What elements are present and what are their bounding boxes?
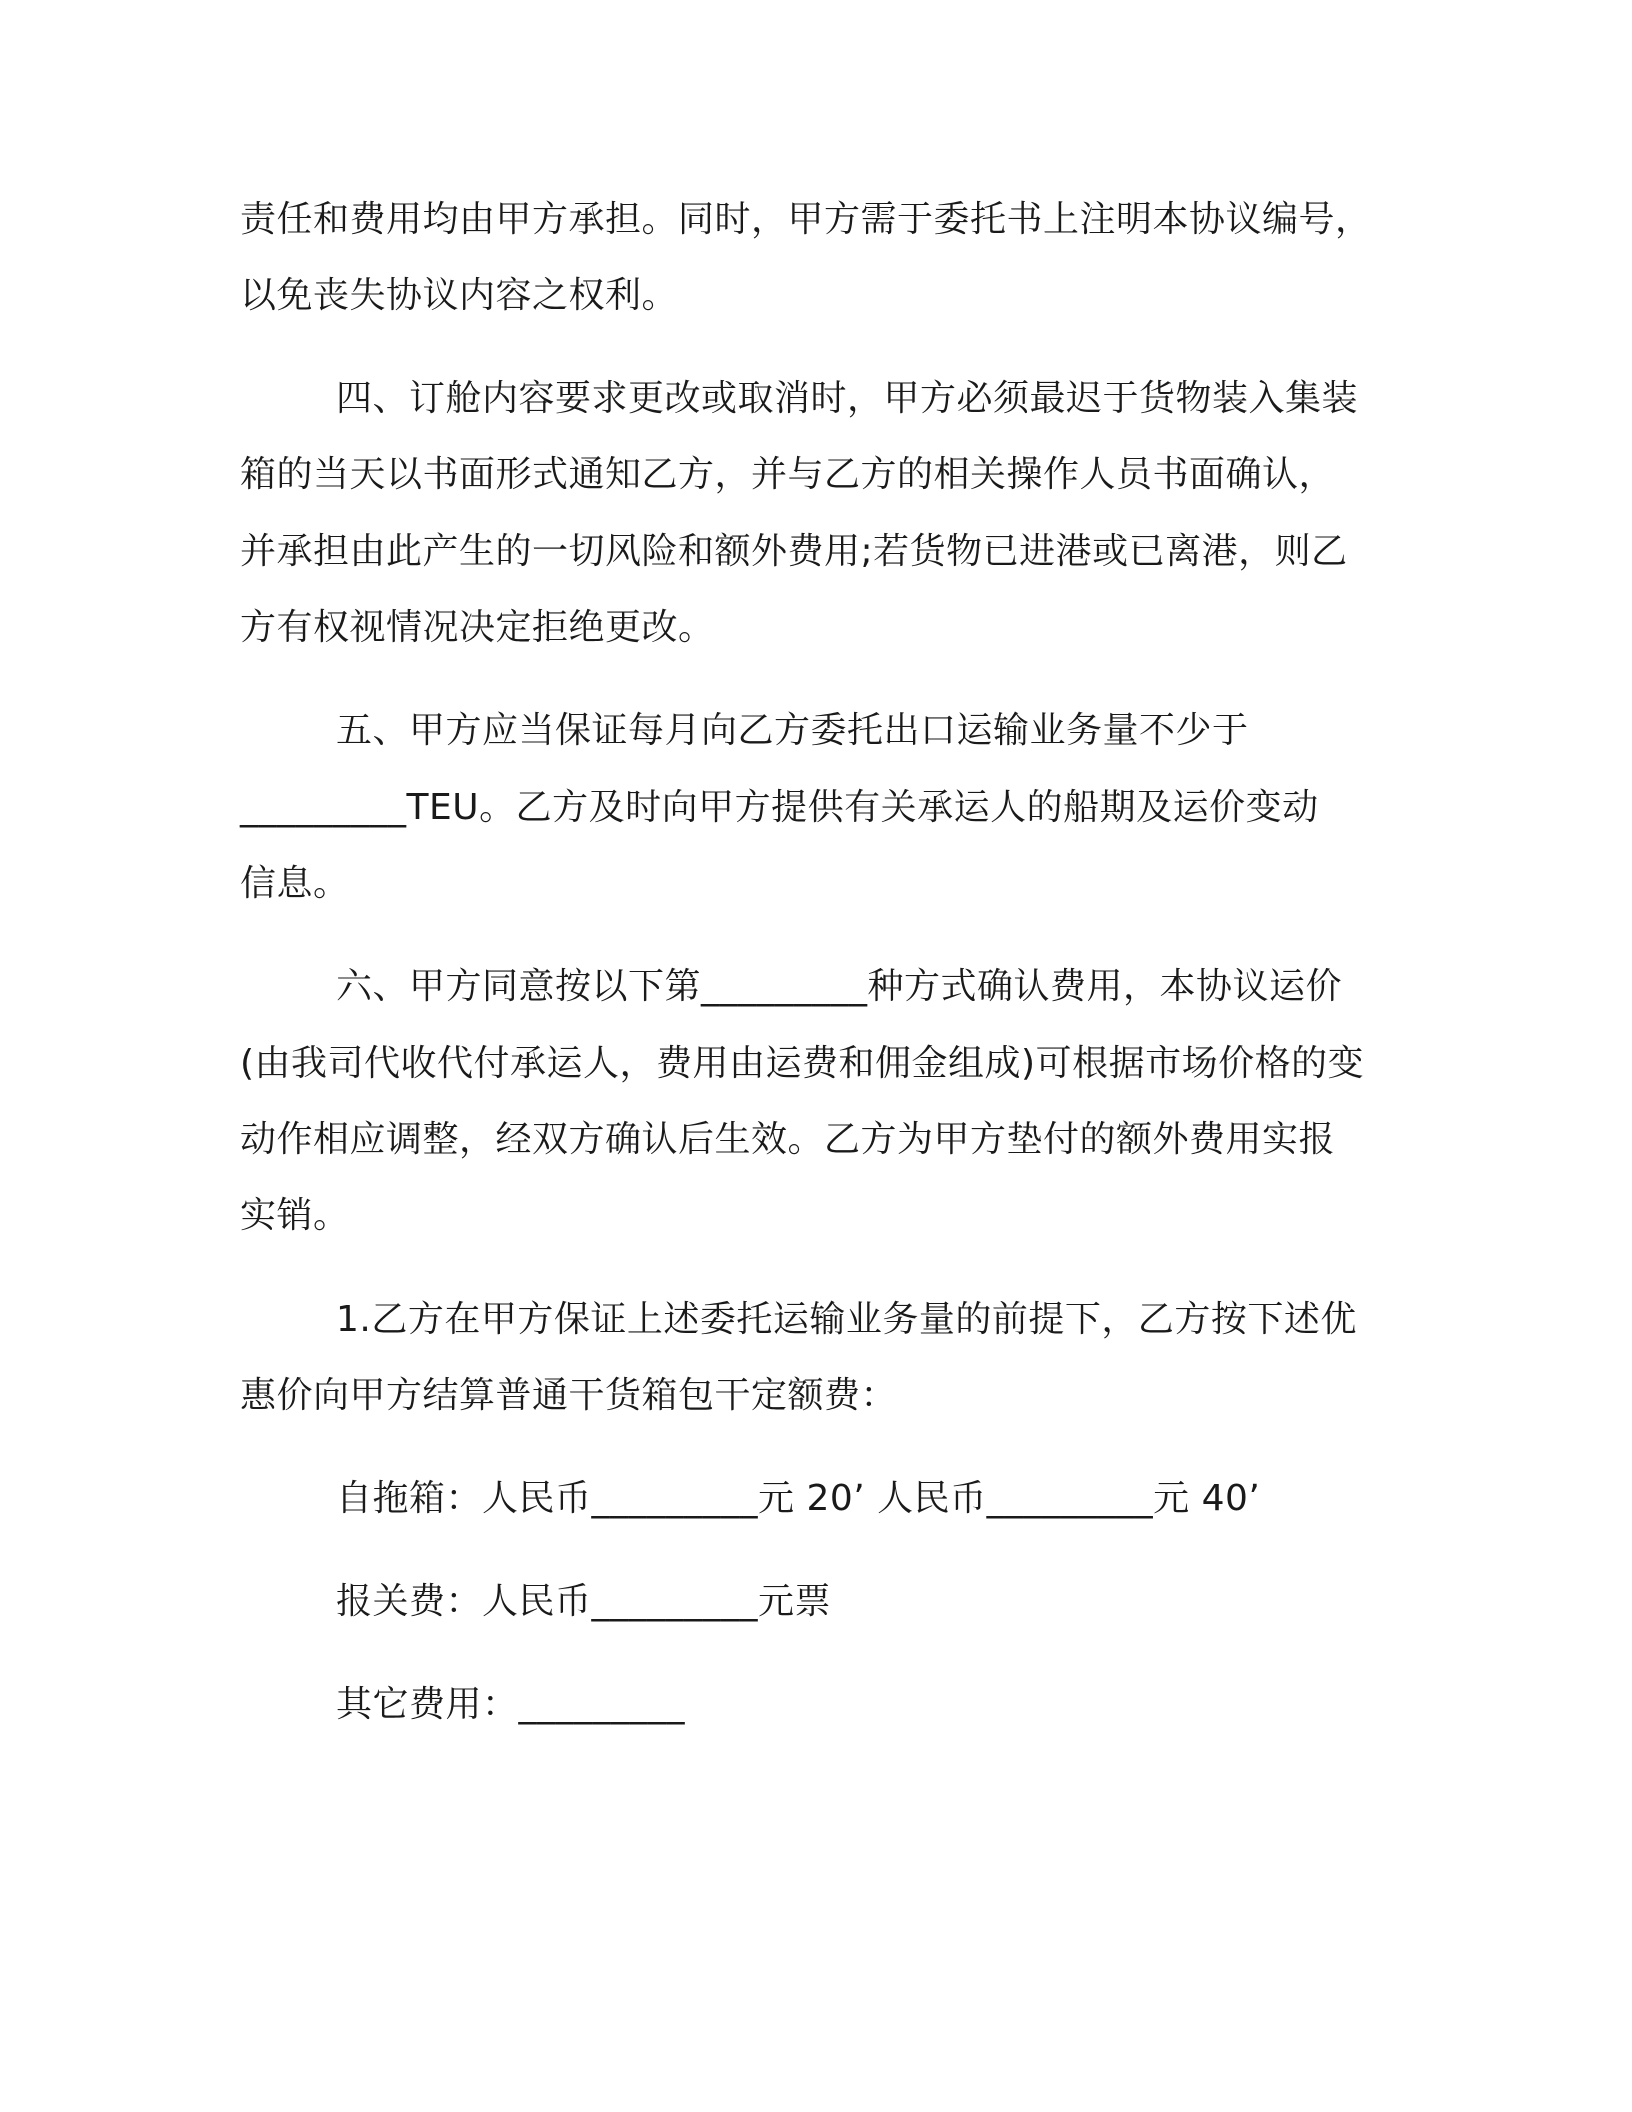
fee-other: 其它费用：_________ (336, 1684, 686, 1725)
paragraph-4-line-4: 方有权视情况决定拒绝更改。 (240, 607, 715, 648)
paragraph-3-line-1: 责任和费用均由甲方承担。同时，甲方需于委托书上注明本协议编号， (240, 199, 1372, 240)
paragraph-6-line-4: 实销。 (240, 1195, 350, 1236)
paragraph-6-line-3: 动作相应调整，经双方确认后生效。乙方为甲方垫付的额外费用实报 (240, 1119, 1336, 1160)
paragraph-4-line-3: 并承担由此产生的一切风险和额外费用;若货物已进港或已离港，则乙 (240, 531, 1348, 572)
paragraph-6-line-1: 六、甲方同意按以下第_________种方式确认费用，本协议运价 (336, 966, 1343, 1007)
item-1-line-2: 惠价向甲方结算普通干货箱包干定额费： (240, 1375, 898, 1416)
item-1-line-1: 1.乙方在甲方保证上述委托运输业务量的前提下，乙方按下述优 (336, 1299, 1357, 1340)
paragraph-4-line-2: 箱的当天以书面形式通知乙方，并与乙方的相关操作人员书面确认， (240, 454, 1336, 495)
paragraph-4-line-1: 四、订舱内容要求更改或取消时，甲方必须最迟于货物装入集装 (336, 378, 1359, 419)
paragraph-6-line-2: (由我司代收代付承运人，费用由运费和佣金组成)可根据市场价格的变 (240, 1043, 1365, 1084)
paragraph-5-line-2: _________TEU。乙方及时向甲方提供有关承运人的船期及运价变动 (240, 787, 1319, 828)
paragraph-3-line-2: 以免丧失协议内容之权利。 (240, 275, 679, 316)
fee-self-towing-box: 自拖箱：人民币_________元 20’ 人民币_________元 40’ (336, 1478, 1261, 1519)
paragraph-5-line-1: 五、甲方应当保证每月向乙方委托出口运输业务量不少于 (336, 710, 1249, 751)
paragraph-5-line-3: 信息。 (240, 863, 350, 904)
fee-customs-declaration: 报关费：人民币_________元票 (336, 1581, 832, 1622)
